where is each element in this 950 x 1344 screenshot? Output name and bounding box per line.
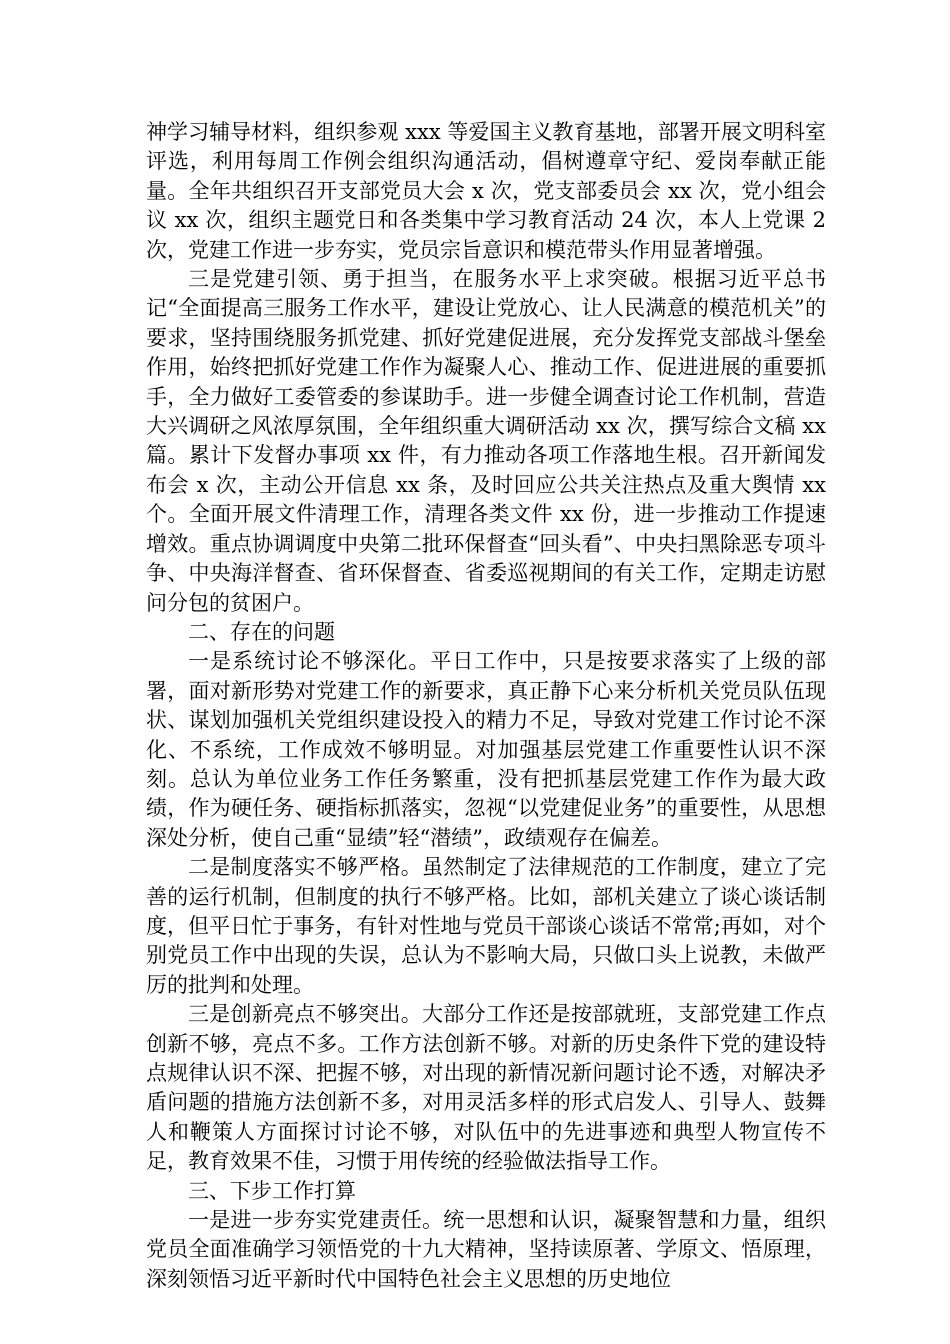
paragraph-plan-one: 一是进一步夯实党建责任。统一思想和认识，凝聚智慧和力量，组织党员全面准确学习领悟党的十九大精神，坚持读原著、学原文、悟原理，深刻领悟习近平新时代中国特色社会主义思想的历史地位 [146, 1208, 826, 1291]
section-heading-problems: 二、存在的问题 [188, 619, 335, 644]
paragraph-third-point: 三是党建引领、勇于担当，在服务水平上求突破。根据习近平总书记“全面提高三服务工作水平，建设让党放心、让人民满意的模范机关”的要求，坚持围绕服务抓党建、抓好党建促进展，充分发挥党支部战斗堡垒作用，始终把抓好党建工作作为凝聚人心、推动工作、促进进展的重要抓手，全力做好工委管委的参谋助手。进一步健全调查讨论工作机制，营造大兴调研之风浓厚氛围，全年组织重大调研活动 xx 次，撰写综合文稿 xx 篇。累计下发督办事项 xx 件，有力推动各项工作落地生根。召开新闻发布会 x 次，主动公开信息 xx 条，及时回应公共关注热点及重大舆情 xx 个。全面开展文件清理工作，清理各类文件 xx 份，进一步推动工作提速增效。重点协调调度中央第二批环保督查“回头看”、中央扫黑除恶专项斗争、中央海洋督查、省环保督查、省委巡视期间的有关工作，定期走访慰问分包的贫困户。 [146, 267, 833, 615]
section-heading-next-steps: 三、下步工作打算 [188, 1178, 356, 1203]
paragraph-problem-three: 三是创新亮点不够突出。大部分工作还是按部就班，支部党建工作点创新不够，亮点不多。工作方法创新不够。对新的历史条件下党的建设特点规律认识不深、把握不够，对出现的新情况新问题讨论不透，对解决矛盾问题的措施方法创新不多，对用灵活多样的形式启发人、引导人、鼓舞人和鞭策人方面探讨讨论不够，对队伍中的先进事迹和典型人物宣传不足，教育效果不佳，习惯于用传统的经验做法指导工作。 [146, 1002, 826, 1174]
paragraph-problem-one: 一是系统讨论不够深化。平日工作中，只是按要求落实了上级的部署，面对新形势对党建工作的新要求，真正静下心来分析机关党员队伍现状、谋划加强机关党组织建设投入的精力不足，导致对党建工作讨论不深化、不系统，工作成效不够明显。对加强基层党建工作重要性认识不深刻。总认为单位业务工作任务繁重，没有把抓基层党建工作作为最大政绩，作为硬任务、硬指标抓落实，忽视“以党建促业务”的重要性，从思想深处分析，使自己重“显绩”轻“潜绩”，政绩观存在偏差。 [146, 649, 826, 850]
paragraph-continued: 神学习辅导材料，组织参观 xxx 等爱国主义教育基地，部署开展文明科室评选，利用每周工作例会组织沟通活动，倡树遵章守纪、爱岗奉献正能量。全年共组织召开支部党员大会 x 次，党支部委员会 xx 次，党小组会议 xx 次，组织主题党日和各类集中学习教育活动 24 次，本人上党课 2 次，党建工作进一步夯实，党员宗旨意识和模范带头作用显著增强。 [146, 120, 833, 262]
paragraph-problem-two: 二是制度落实不够严格。虽然制定了法律规范的工作制度，建立了完善的运行机制，但制度的执行不够严格。比如，部机关建立了谈心谈话制度，但平日忙于事务，有针对性地与党员干部谈心谈话不常常;再如，对个别党员工作中出现的失误，总认为不影响大局，只做口头上说教，未做严厉的批判和处理。 [146, 855, 826, 997]
document-body [146, 118, 833, 1294]
